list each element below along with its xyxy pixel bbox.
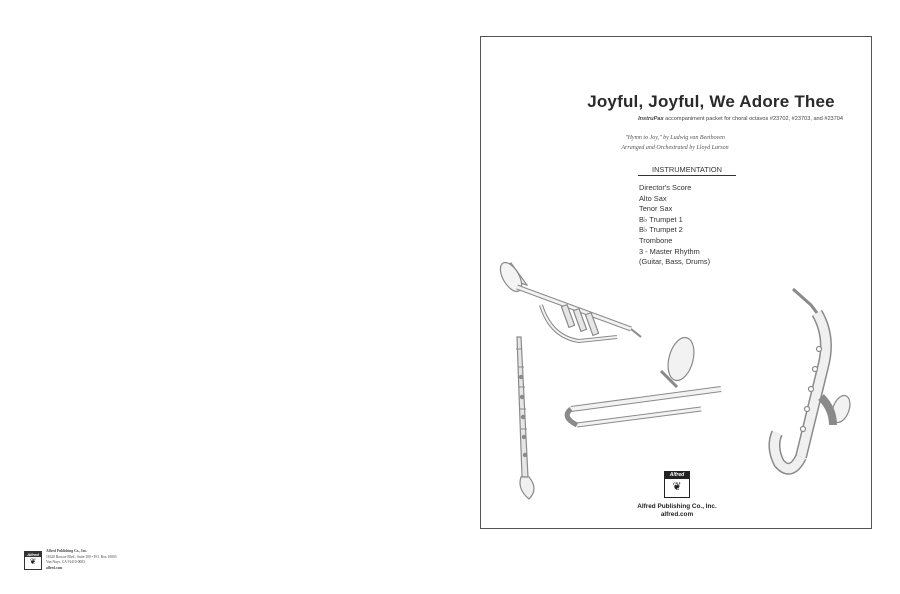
front-cover [480,36,872,529]
instrument-item: B♭ Trumpet 1 [639,214,683,224]
credit-line: "Hymn to Joy," by Ludwig van Beethoven [625,135,725,141]
publisher-logo-wordmark: Alfred [665,472,689,479]
instrument-item: Trombone [639,235,673,245]
composer-credits [601,134,749,153]
alfred-emblem-icon: ❦ [672,481,682,493]
instrument-item: (Guitar, Bass, Drums) [639,257,711,267]
alfred-logo [24,551,42,570]
instrument-item: 3 - Master Rhythm [639,246,700,256]
instrumentation-heading: INSTRUMENTATION [638,165,736,176]
alfred-emblem-icon: ❦ [29,557,37,566]
instrument-item: B♭ Trumpet 2 [639,225,683,235]
clarinet-icon [516,337,534,499]
score-subtitle [638,116,843,122]
subtitle-brand: InstruPax [638,116,664,122]
saxophone-icon [774,289,853,469]
address-line: Van Nuys, CA 91410-0003 [46,560,85,565]
publisher-logo [664,471,690,498]
instrument-item: Alto Sax [639,193,667,203]
back-cover-imprint [24,549,117,571]
trombone-icon [567,335,721,425]
address-line: alfred.com [46,565,63,570]
alfred-logo-wordmark: Alfred [25,552,41,557]
publisher-name: Alfred Publishing Co., Inc. [637,503,717,510]
credit-line: Arranged and Orchestrated by Lloyd Larson [621,144,729,151]
score-title: Joyful, Joyful, We Adore Thee [587,92,835,111]
subtitle-text: accompaniment packet for choral octavos #23702, #23703, and #23704 [663,116,843,122]
address-line: 16320 Roscoe Blvd., Suite 100 • P.O. Box 10003 [46,554,117,559]
address-line: Alfred Publishing Co., Inc. [46,549,88,553]
publisher-url: alfred.com [660,511,694,518]
instrument-item: Tenor Sax [639,204,673,214]
instrumentation-list [639,183,710,268]
publisher-address [46,549,117,571]
trumpet-icon [496,259,641,341]
instrument-item: Director's Score [639,183,692,192]
